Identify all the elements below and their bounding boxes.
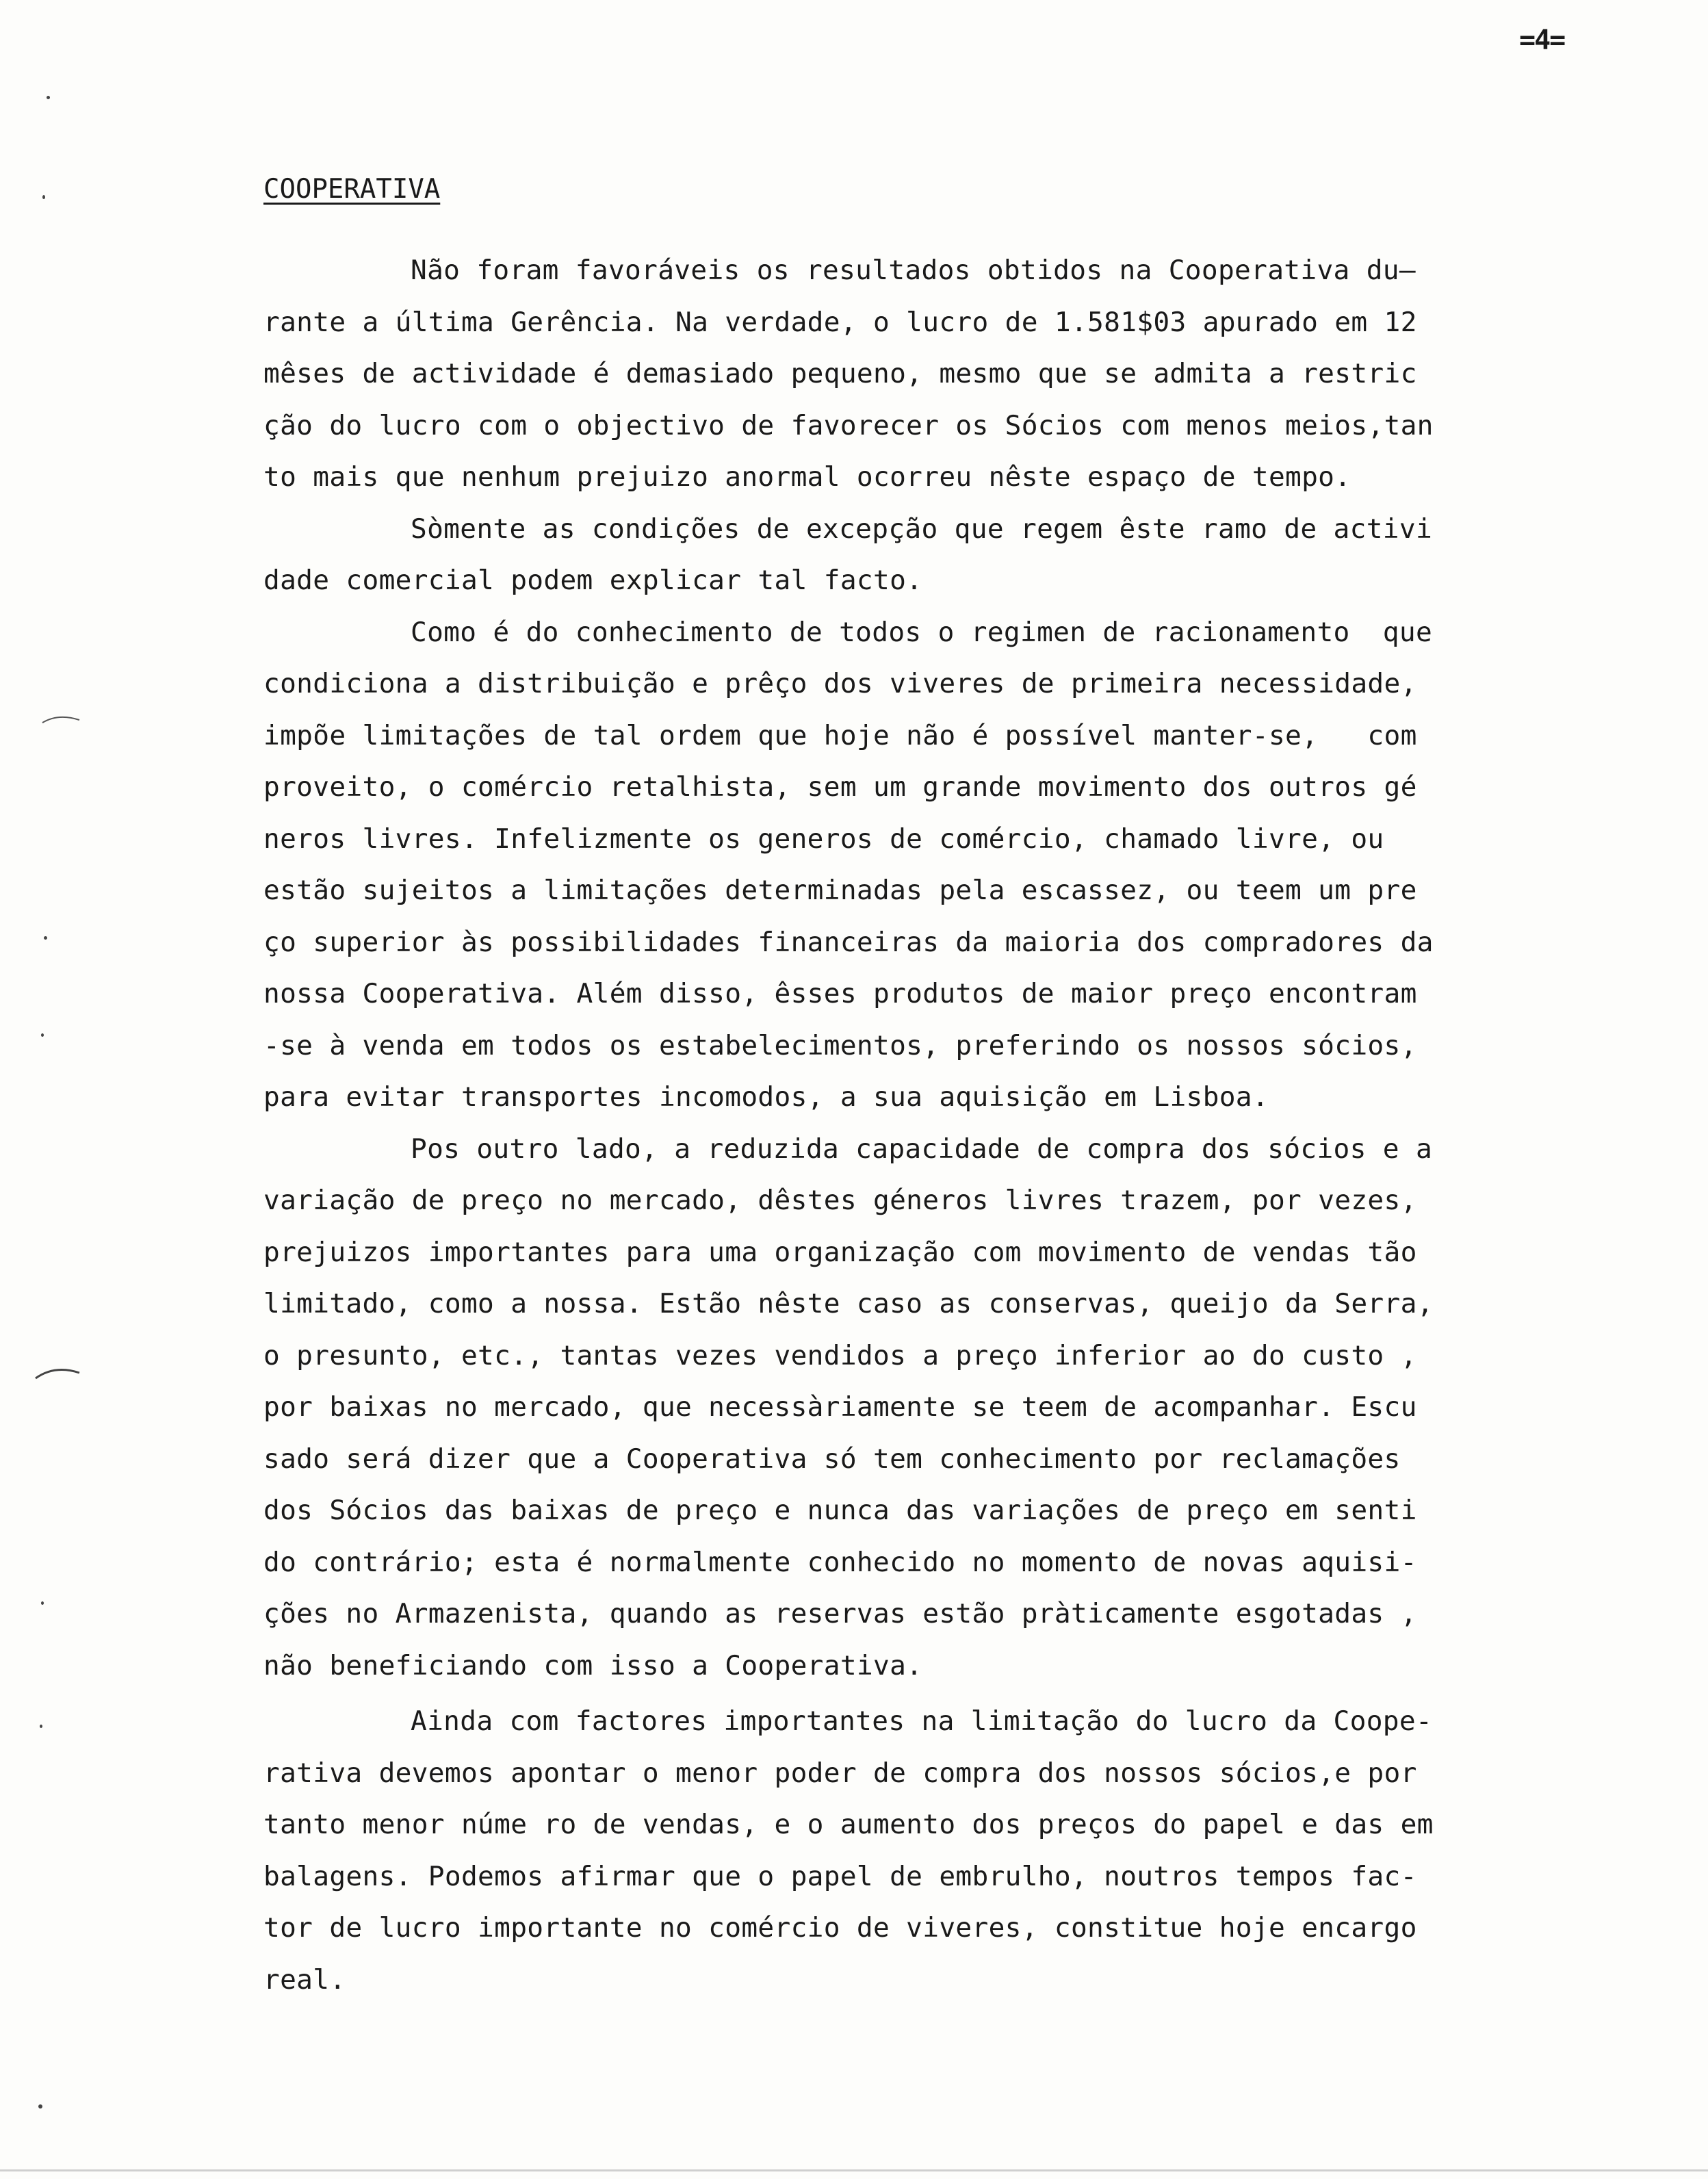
text-line: tanto menor núme ro de vendas, e o aumento dos preços do papel e das em: [263, 1809, 1434, 1840]
text-line: Não foram favoráveis os resultados obtidos na Cooperativa du—: [411, 255, 1416, 286]
text-line: para evitar transportes incomodos, a sua aquisição em Lisboa.: [263, 1081, 1269, 1113]
scan-speck: [47, 96, 50, 99]
text-line: real.: [263, 1963, 346, 1996]
text-line: o presunto, etc., tantas vezes vendidos a preço inferior ao do custo ,: [263, 1339, 1417, 1371]
text-line: não beneficiando com isso a Cooperativa.: [263, 1649, 923, 1681]
text-line: ções no Armazenista, quando as reservas estão pràticamente esgotadas ,: [263, 1598, 1417, 1629]
scan-speck: [41, 1601, 44, 1605]
scan-speck: [40, 1725, 42, 1728]
text-line: ção do lucro com o objectivo de favorecer os Sócios com menos meios,tan: [263, 409, 1434, 441]
text-line: sado será dizer que a Cooperativa só tem conhecimento por reclamações: [263, 1443, 1401, 1475]
text-line: rante a última Gerência. Na verdade, o lucro de 1.581$03 apurado em 12: [263, 306, 1417, 338]
text-line: -se à venda em todos os estabelecimentos, preferindo os nossos sócios,: [263, 1029, 1417, 1061]
text-line: Sòmente as condições de excepção que regem êste ramo de activi: [411, 513, 1433, 545]
body-text: [263, 245, 1598, 2006]
text-line: limitado, como a nossa. Estão nêste caso as conservas, queijo da Serra,: [263, 1288, 1434, 1319]
scan-mark: [41, 712, 82, 725]
scan-speck: [38, 2104, 42, 2109]
text-line: por baixas no mercado, que necessàriamente se teem de acompanhar. Escu: [263, 1391, 1417, 1423]
text-line: do contrário; esta é normalmente conhecido no momento de novas aquisi-: [263, 1546, 1417, 1578]
text-line: to mais que nenhum prejuizo anormal ocorreu nêste espaço de tempo.: [263, 461, 1351, 493]
text-line: balagens. Podemos afirmar que o papel de embrulho, noutros tempos fac-: [263, 1860, 1417, 1892]
text-line: Ainda com factores importantes na limitação do lucro da Coope-: [411, 1705, 1433, 1737]
text-line: ço superior às possibilidades financeiras da maioria dos compradores da: [263, 926, 1434, 958]
text-line: tor de lucro importante no comércio de viveres, constitue hoje encargo: [263, 1912, 1417, 1944]
scan-speck: [44, 936, 47, 940]
text-line: dos Sócios das baixas de preço e nunca das variações de preço em senti: [263, 1495, 1417, 1526]
scan-speck: [42, 195, 45, 199]
text-line: variação de preço no mercado, dêstes géneros livres trazem, por vezes,: [263, 1185, 1417, 1216]
text-line: Pos outro lado, a reduzida capacidade de compra dos sócios e a: [411, 1133, 1433, 1165]
text-line: prejuizos importantes para uma organização com movimento de vendas tão: [263, 1236, 1417, 1268]
text-line: rativa devemos apontar o menor poder de compra dos nossos sócios,e por: [263, 1757, 1417, 1789]
section-heading: COOPERATIVA: [263, 174, 441, 205]
text-line: proveito, o comércio retalhista, sem um grande movimento dos outros gé: [263, 771, 1417, 803]
text-line: dade comercial podem explicar tal facto.: [263, 565, 923, 596]
text-line: condiciona a distribuição e prêço dos viveres de primeira necessidade,: [263, 668, 1417, 699]
scan-edge-line: [0, 2169, 1708, 2171]
text-line: mêses de actividade é demasiado pequeno, mesmo que se admita a restric: [263, 358, 1417, 389]
text-line: neros livres. Infelizmente os generos de comércio, chamado livre, ou: [263, 823, 1384, 855]
text-line: estão sujeitos a limitações determinadas pela escassez, ou teem um pre: [263, 875, 1417, 906]
scan-mark: [34, 1362, 82, 1382]
text-line: impõe limitações de tal ordem que hoje não é possível manter-se, com: [263, 719, 1417, 751]
page-number: =4=: [1519, 25, 1565, 56]
scan-speck: [41, 1033, 44, 1037]
text-line: Como é do conhecimento de todos o regimen de racionamento que: [411, 616, 1433, 648]
text-line: nossa Cooperativa. Além disso, êsses produtos de maior preço encontram: [263, 978, 1417, 1009]
